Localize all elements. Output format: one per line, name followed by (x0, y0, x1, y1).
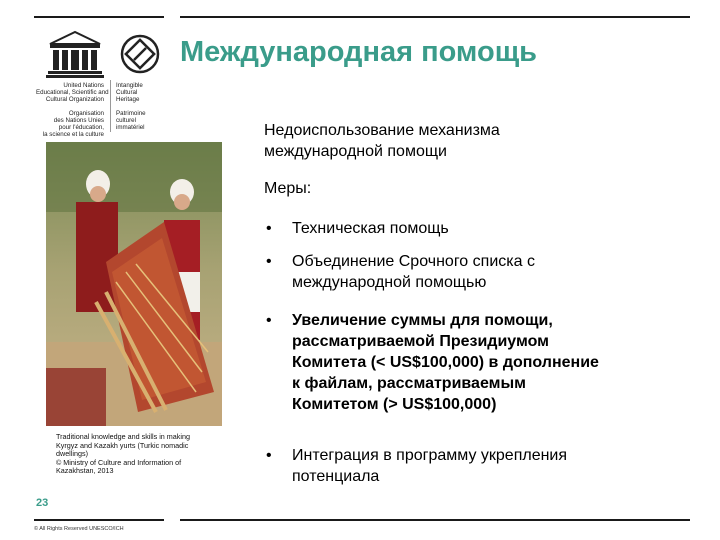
measures-label: Меры: (264, 180, 312, 197)
caption-line: Kazakhstan, 2013 (56, 466, 114, 476)
unesco-name-line: Cultural Organization (45, 96, 104, 103)
logo-divider (110, 80, 111, 132)
unesco-name-text (36, 82, 109, 103)
bullet-line: потенциала (292, 468, 380, 485)
unesco-name-line: Educational, Scientific and (36, 89, 109, 96)
bottom-rule-right (180, 519, 690, 521)
ich-name-line: Heritage (116, 96, 140, 103)
unesco-org-line: la science et la culture (42, 131, 104, 138)
paragraph-line: международной помощи (264, 143, 447, 160)
bullet-line: Комитета (< US$100,000) в дополнение (292, 354, 599, 371)
ich-emblem-icon (120, 34, 160, 74)
caption-line: Kyrgyz and Kazakh yurts (Turkic nomadic (56, 440, 189, 450)
unesco-name-line: United Nations (63, 82, 104, 89)
photo-caption (56, 433, 226, 476)
ich-name-text (116, 82, 143, 103)
bullet-line: Объединение Срочного списка с (292, 253, 535, 270)
slide-number: 23 (36, 497, 49, 509)
top-rule-right (180, 16, 690, 18)
ich-name-line: Cultural (116, 89, 138, 96)
bullet-line: к файлам, рассматриваемым (292, 375, 526, 392)
ich-name-line: Intangible (116, 82, 143, 89)
logos-block (34, 30, 176, 138)
slide-title: Международная помощь (180, 36, 538, 68)
copyright-notice: © All Rights Reserved UNESCO/ICH (34, 526, 124, 532)
unesco-org-line: Organisation (68, 110, 104, 117)
ich-fr-line: Patrimoine (116, 110, 146, 117)
unesco-org-line: pour l'éducation, (58, 124, 104, 131)
bullet-line: Увеличение суммы для помощи, (292, 312, 553, 329)
bullet-icon: • (266, 312, 272, 329)
underuse-paragraph (264, 120, 500, 162)
ich-fr-text (116, 110, 146, 131)
bullet-line: Техническая помощь (292, 220, 449, 237)
ich-fr-line: culturel (116, 117, 136, 124)
bullet-icon: • (266, 220, 272, 237)
ich-fr-line: immatériel (116, 124, 145, 131)
caption-line: © Ministry of Culture and Information of (56, 457, 182, 467)
bullet-icon: • (266, 253, 272, 270)
unesco-org-line: des Nations Unies (53, 117, 104, 124)
unesco-temple-icon (44, 30, 106, 78)
caption-line: Traditional knowledge and skills in making (56, 432, 190, 441)
paragraph-line: Недоиспользование механизма (264, 122, 500, 139)
bottom-rule-left (34, 519, 164, 521)
bullet-icon: • (266, 447, 272, 464)
bullet-line: Интеграция в программу укрепления (292, 447, 568, 464)
bullet-line: международной помощью (292, 274, 487, 291)
caption-line: dwellings) (56, 449, 88, 459)
yurt-craft-photo (46, 142, 222, 426)
bullet-line: Комитетом (> US$100,000) (292, 396, 497, 413)
bullet-line: рассматриваемой Президиумом (292, 333, 549, 350)
unesco-org-text (36, 110, 104, 138)
top-rule-left (34, 16, 164, 18)
